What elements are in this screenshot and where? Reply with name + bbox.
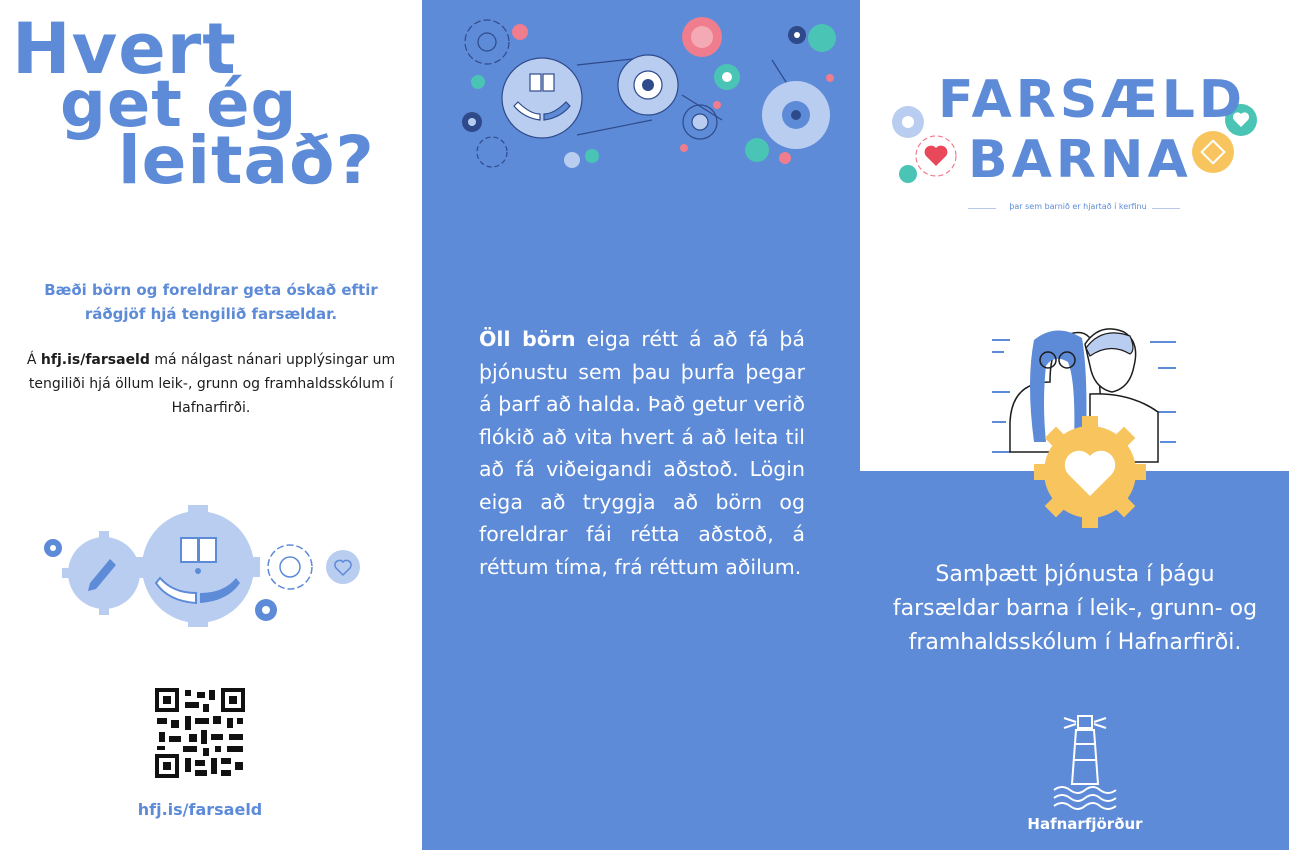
tagline-rule-right (1152, 208, 1180, 209)
left-panel (0, 0, 422, 850)
teal-gear-icon (585, 149, 599, 163)
brand-line-1: FARSÆLD (938, 70, 1247, 130)
outline-gear-icon (477, 137, 507, 167)
teal-gear-icon (896, 162, 920, 186)
gears-illustration (38, 505, 368, 630)
teal-gear-icon (714, 64, 740, 90)
book-hands-icon (502, 58, 582, 138)
brand-logo (888, 72, 1258, 197)
headline-line-1: Hvert (12, 8, 237, 90)
outline-gear-icon (683, 105, 717, 139)
info-link[interactable]: hfj.is/farsaeld (40, 352, 150, 368)
body-text: Öll börn eiga rétt á að fá þá þjónustu sem þau þurfa þegar á þarf að halda. Það getur verið flókið að vita hvert á að leita til að fá viðeigandi aðstoð. Lögin eiga að tryggja að börn og foreldrar fái rétta aðstoð, á réttum tíma, frá réttum aðilum. (479, 327, 805, 579)
heart-gear-icon (326, 550, 360, 584)
gear-icon (44, 539, 62, 557)
teal-gear-icon (745, 138, 769, 162)
book-hands-icon (136, 505, 260, 627)
lede-text: Bæði börn og foreldrar geta óskað eftir ráðgjöf hjá tengilið farsældar. (44, 281, 378, 323)
heart-gear-icon (1030, 412, 1150, 532)
info-text: Á hfj.is/farsaeld má nálgast nánari upplýsingar um tengiliði hjá öllum leik-, grunn og framhaldsskólum í Hafnarfirði. (26, 352, 396, 416)
yellow-gear-icon (1188, 127, 1238, 177)
headline-line-2: get ég (60, 68, 298, 142)
lighthouse-icon (1050, 710, 1120, 810)
tagline-rule-left (968, 208, 996, 209)
tagline: þar sem barnið er hjartað í kerfinu (1009, 202, 1147, 211)
teal-gear-icon (808, 24, 836, 52)
gears-network-illustration (452, 10, 852, 175)
town-name: Hafnarfjörður (1027, 815, 1143, 833)
pencil-gear-icon (62, 531, 146, 615)
outline-gear-icon (465, 20, 509, 64)
headline-line-3: leitað? (118, 122, 375, 199)
small-gear-icon (564, 152, 580, 168)
middle-panel (422, 0, 860, 850)
dark-gear-icon (788, 26, 806, 44)
small-gear-icon (255, 599, 277, 621)
large-gear-icon (762, 81, 830, 149)
pink-gear-icon (512, 24, 528, 40)
pencil-gear-icon (682, 17, 722, 57)
right-caption: Samþætt þjónusta í þágu farsældar barna í leik-, grunn- og framhaldsskólum í Hafnarfirði. (892, 562, 1258, 655)
url-footer[interactable]: hfj.is/farsaeld (137, 800, 263, 819)
brand-line-2: BARNA (968, 130, 1192, 190)
right-panel (860, 0, 1289, 850)
dark-gear-icon (462, 112, 482, 132)
pink-gear-icon (779, 152, 791, 164)
qr-code-icon[interactable] (155, 688, 245, 778)
gear-icon (618, 55, 678, 115)
outline-gear-icon (268, 545, 312, 589)
teal-gear-icon (471, 75, 485, 89)
